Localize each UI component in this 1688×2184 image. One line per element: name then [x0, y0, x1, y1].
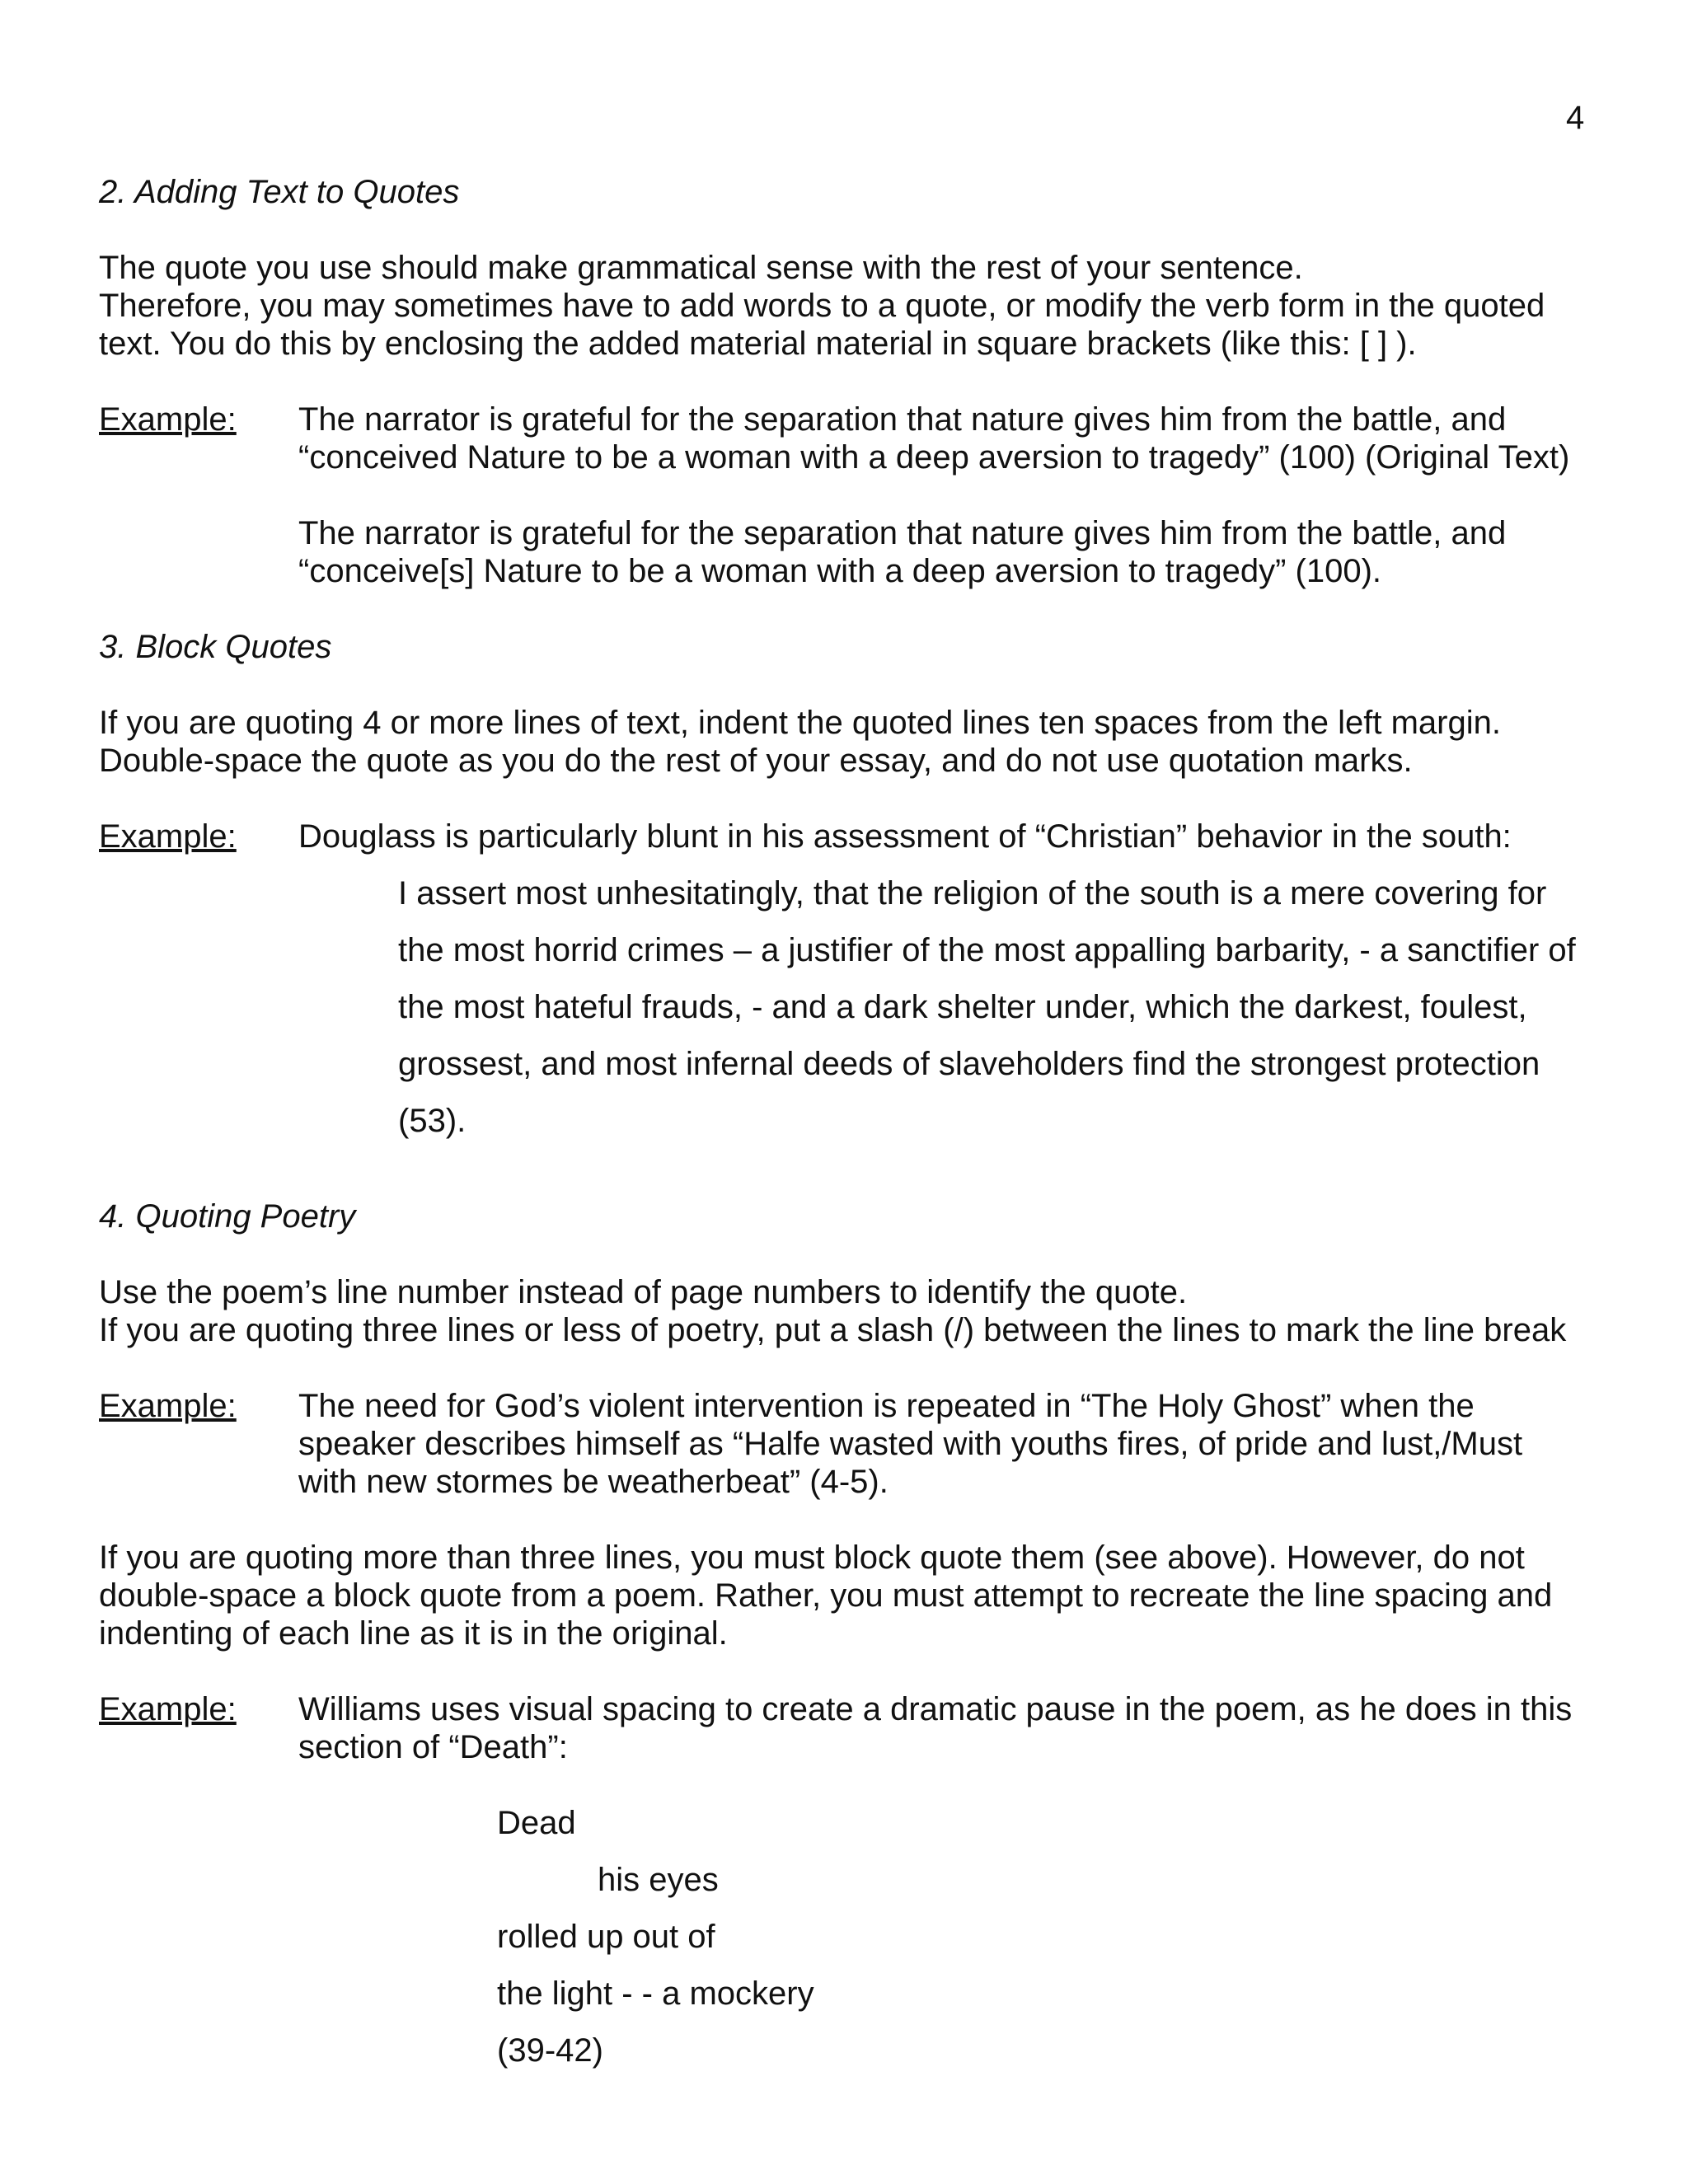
example-line: Douglass is particularly blunt in his assessment of “Christian” behavior in the south: [298, 818, 1512, 855]
paragraph-line: Double-space the quote as you do the rest of your essay, and do not use quotation marks. [99, 743, 1413, 779]
section4-middle-paragraph [99, 1539, 1582, 1652]
example-line: Williams uses visual spacing to create a dramatic pause in the poem, as he does in this [298, 1691, 1573, 1727]
poem-line-indented: his eyes [598, 1862, 719, 1898]
example-lead-text [298, 818, 1584, 855]
section4-intro-paragraph [99, 1273, 1582, 1349]
example-line: “conceive[s] Nature to be a woman with a deep aversion to tragedy” (100). [298, 553, 1382, 589]
paragraph-line: text. You do this by enclosing the added material material in square brackets (like this: [ ] ). [99, 326, 1417, 362]
example-line: with new stormes be weatherbeat” (4-5). [298, 1464, 889, 1500]
section3-intro-paragraph [99, 704, 1582, 780]
example-line: speaker describes himself as “Halfe wasted with youths fires, of pride and lust,/Must [298, 1426, 1523, 1462]
death-poem-block-quote [497, 1795, 814, 2079]
section-heading-quoting-poetry: 4. Quoting Poetry [99, 1198, 356, 1235]
holy-ghost-example-text [298, 1387, 1584, 1501]
williams-example-text [298, 1690, 1584, 1766]
paragraph-line: If you are quoting 4 or more lines of text, indent the quoted lines ten spaces from the left margin. [99, 705, 1501, 741]
example-line: The narrator is grateful for the separation that nature gives him from the battle, and [298, 401, 1507, 438]
poem-line: Dead [497, 1805, 576, 1841]
block-quote-line: the most hateful frauds, - and a dark shelter under, which the darkest, foulest, [398, 989, 1527, 1025]
example-original-text [298, 401, 1584, 476]
example-modified-text [298, 514, 1584, 590]
douglass-block-quote [398, 865, 1593, 1150]
paragraph-line: double-space a block quote from a poem. Rather, you must attempt to recreate the line spacing and [99, 1577, 1553, 1614]
example-line: section of “Death”: [298, 1729, 568, 1765]
example-label: Example: [99, 1691, 237, 1727]
block-quote-line: grossest, and most infernal deeds of slaveholders find the strongest protection [398, 1046, 1540, 1082]
block-quote-line: I assert most unhesitatingly, that the religion of the south is a mere covering for [398, 875, 1547, 912]
block-quote-line: the most horrid crimes – a justifier of the most appalling barbarity, - a sanctifier of [398, 932, 1576, 968]
poem-line: rolled up out of [497, 1919, 715, 1955]
section-heading-block-quotes: 3. Block Quotes [99, 629, 332, 665]
paragraph-line: Therefore, you may sometimes have to add words to a quote, or modify the verb form in the quoted [99, 288, 1545, 324]
poem-citation: (39-42) [497, 2032, 603, 2069]
section2-intro-paragraph [99, 249, 1582, 363]
paragraph-line: If you are quoting three lines or less of poetry, put a slash (/) between the lines to mark the line break [99, 1312, 1567, 1348]
block-quote-line: (53). [398, 1103, 467, 1139]
paragraph-line: The quote you use should make grammatical sense with the rest of your sentence. [99, 250, 1303, 286]
paragraph-line: indenting of each line as it is in the original. [99, 1615, 728, 1652]
section-heading-adding-text: 2. Adding Text to Quotes [99, 174, 460, 210]
example-line: The narrator is grateful for the separation that nature gives him from the battle, and [298, 515, 1507, 551]
example-line: “conceived Nature to be a woman with a deep aversion to tragedy” (100) (Original Text) [298, 439, 1570, 476]
example-label: Example: [99, 401, 237, 438]
poem-line: the light - - a mockery [497, 1975, 814, 2012]
example-label: Example: [99, 1388, 237, 1424]
paragraph-line: If you are quoting more than three lines, you must block quote them (see above). However, do not [99, 1540, 1525, 1576]
example-line: The need for God’s violent intervention is repeated in “The Holy Ghost” when the [298, 1388, 1475, 1424]
page-number: 4 [1566, 100, 1585, 136]
example-label: Example: [99, 818, 237, 855]
paragraph-line: Use the poem’s line number instead of page numbers to identify the quote. [99, 1274, 1188, 1310]
